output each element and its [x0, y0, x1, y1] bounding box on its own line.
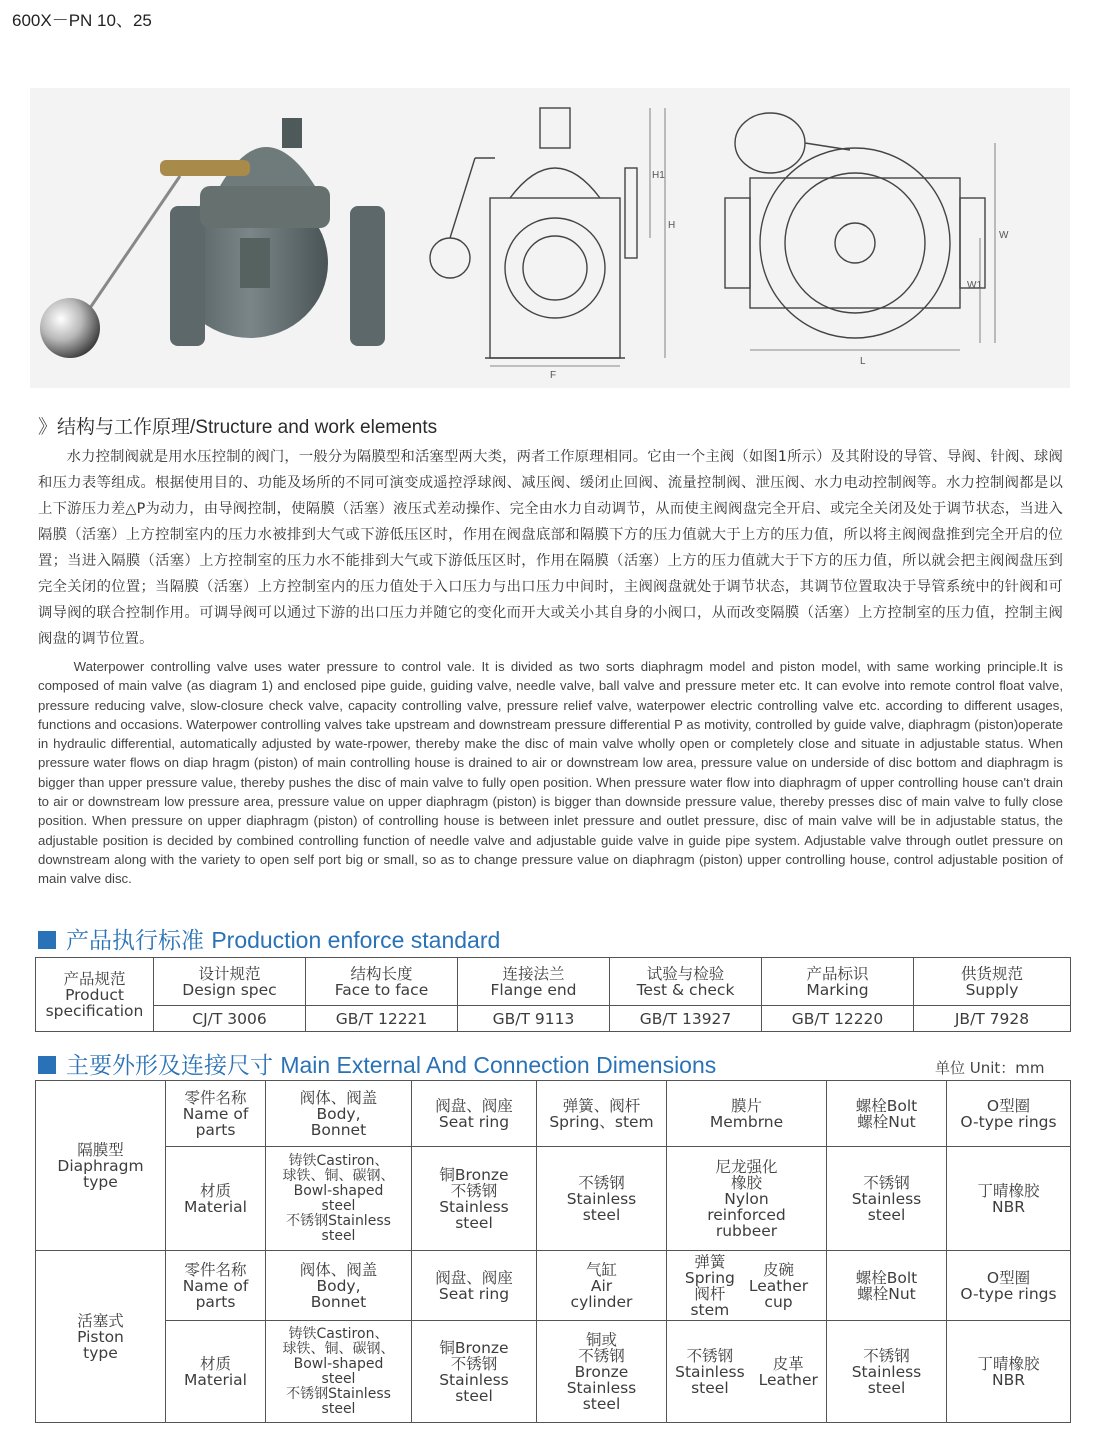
standard-value-cell: CJ/T 3006: [154, 1006, 306, 1032]
page-title: 600X－PN 10、25: [12, 11, 152, 30]
material-cell: 不锈钢 Stainless steel 皮革 Leather: [667, 1321, 827, 1423]
material-cell: 铸铁Castiron、 球铁、铜、碳钢、 Bowl-shaped steel 不锈钢Stainless steel: [266, 1321, 412, 1423]
dimensions-table: [35, 1080, 1071, 1423]
piston-type-cell: 活塞式 Piston type: [36, 1251, 166, 1423]
standard-header-cell: 连接法兰 Flange end: [458, 958, 610, 1006]
standard-header-cell: 试验与检验 Test & check: [610, 958, 762, 1006]
part-cell: 阀体、阀盖 Body, Bonnet: [266, 1081, 412, 1147]
standard-header-cell: 产品标识 Marking: [762, 958, 914, 1006]
section-structure-title-cn: 结构与工作原理: [57, 416, 191, 438]
part-cell: 阀盘、阀座 Seat ring: [412, 1081, 537, 1147]
valve-figures: [30, 88, 1070, 388]
material-cell: 尼龙强化 橡胶 Nylon reinforced rubbeer: [667, 1147, 827, 1251]
part-cell: 气缸 Air cylinder: [537, 1251, 667, 1321]
standard-value-cell: GB/T 9113: [458, 1006, 610, 1032]
section-structure-title-en: /Structure and work elements: [190, 417, 438, 438]
material-label-cell: 材质 Material: [166, 1147, 266, 1251]
unit-label: 单位 Unit：mm: [935, 1059, 1045, 1077]
material-cell: 铜或 不锈钢 Bronze Stainless steel: [537, 1321, 667, 1423]
material-cell: 不锈钢 Stainless steel: [537, 1147, 667, 1251]
dim-label-w: W: [999, 230, 1009, 241]
section-standard-heading: [38, 922, 500, 955]
dim-label-l: L: [860, 356, 866, 367]
part-cell: 弹簧、阀杆 Spring、stem: [537, 1081, 667, 1147]
part-cell: O型圈 O-type rings: [947, 1081, 1071, 1147]
part-cell: 螺栓Bolt 螺栓Nut: [827, 1251, 947, 1321]
part-cell: 阀体、阀盖 Body, Bonnet: [266, 1251, 412, 1321]
parts-label-cell: 零件名称 Name of parts: [166, 1251, 266, 1321]
part-cell: 螺栓Bolt 螺栓Nut: [827, 1081, 947, 1147]
structure-paragraph-cn: 水力控制阀就是用水压控制的阀门，一般分为隔膜型和活塞型两大类，两者工作原理相同。它由一个主阀（如图1所示）及其附设的导管、导阀、针阀、球阀和压力表等组成。根据使用目的、功能及场所的不同可演变成遥控浮球阀、减压阀、缓闭止回阀、流量控制阀、泄压阀、水力电动控制阀等。水力控制阀都是以上下游压力差△P为动力，由导阀控制，使隔膜（活塞）液压式差动操作、完全由水力自动调节，从而使主阀阀盘完全开启、或完全关闭及处于调节状态，当进入隔膜（活塞）上方控制室内的压力水被排到大气或下游低压区时，作用在阀盘底部和隔膜下方的压力值就大于上方的压力值，所以将主阀阀盘推到完全开启的位置；当进入隔膜（活塞）上方控制室的压力水不能排到大气或下游低压区时，作用在隔膜（活塞）上方的压力值就大于下方的压力值，所以就会把主阀阀盘压到完全关闭的位置；当隔膜（活塞）上方控制室内的压力值处于入口压力与出口压力中间时，主阀阀盘就处于调节状态，其调节位置取决于导管系统中的针阀和可调导阀的联合控制作用。可调导阀可以通过下游的出口压力并随它的变化而开大或关小其自身的小阀口，从而改变隔膜（活塞）上方控制室的压力值，控制主阀阀盘的调节位置。: [38, 449, 1063, 647]
valve-front-drawing: [720, 88, 1060, 388]
standard-header-cell: 供货规范 Supply: [914, 958, 1071, 1006]
dim-label-h1: H1: [652, 170, 665, 181]
section-dimensions-title-en: Main External And Connection Dimensions: [280, 1052, 717, 1078]
blue-square-icon: [38, 931, 56, 949]
parts-label-cell: 零件名称 Name of parts: [166, 1081, 266, 1147]
section-standard-title-en: Production enforce standard: [211, 927, 501, 953]
valve-photo: [30, 88, 400, 388]
section-structure-heading: [38, 412, 437, 439]
material-label-cell: 材质 Material: [166, 1321, 266, 1423]
dim-label-h: H: [668, 220, 676, 231]
material-cell: 铜Bronze 不锈钢 Stainless steel: [412, 1147, 537, 1251]
material-cell: 丁晴橡胶 NBR: [947, 1147, 1071, 1251]
material-cell: 铸铁Castiron、 球铁、铜、碳钢、 Bowl-shaped steel 不锈钢Stainless steel: [266, 1147, 412, 1251]
blue-square-icon: [38, 1056, 56, 1074]
standard-value-cell: GB/T 12220: [762, 1006, 914, 1032]
section-standard-title-cn: 产品执行标准: [66, 928, 204, 954]
valve-side-drawing: [400, 88, 700, 388]
standard-value-cell: JB/T 7928: [914, 1006, 1071, 1032]
material-cell: 不锈钢 Stainless steel: [827, 1147, 947, 1251]
standard-header-cell: 结构长度 Face to face: [306, 958, 458, 1006]
dim-label-w1: W1: [967, 280, 982, 291]
material-cell: 铜Bronze 不锈钢 Stainless steel: [412, 1321, 537, 1423]
material-cell: 丁晴橡胶 NBR: [947, 1321, 1071, 1423]
chevron-marker-icon: 》: [38, 416, 58, 438]
part-cell: O型圈 O-type rings: [947, 1251, 1071, 1321]
standard-table: [35, 957, 1071, 1032]
structure-paragraph-en: Waterpower controlling valve uses water pressure to control vale. It is divided as two sorts diaphragm model and piston model, with same working principle.It is composed of main valve (as diagram 1) and enclosed pipe guide, guiding valve, needle valve, ball valve and pressure meter etc. It can evolve into remote control float valve, pressure reducing valve, slow-closure check valve, capacity controlling valve, pressure relief valve, waterpower electric controlling valve etc. according to different usages, functions and occasions. Waterpower controlling valves take upstream and downstream pressure differential P as motivity, controlled by guide valve, diaphragm (piston)operate in hydraulic differential, automatically adjusted by wate-rpower, thereby make the disc of main valve wholly open or completely close and situate in adjustable status. When pressure water flows on diap hragm (piston) of main controlling house is drained to air or downstream low area, pressure value on underside of disc bottom and diaphragm is bigger than upper pressure value, thereby pushes the disc of main valve to fully open position. When pressure water flow into diaphragm of upper controlling house can't drain to air or downstream low pressure area, pressure value on upper diaphragm (piston) is bigger than downside pressure value, thereby presses disc of main valve to fully close position. When pressure on upper diaphragm (piston) of controlling house is between inlet pressure and outlet pressure, disc of main valve will be in adjustable status, the adjustable position is decided by combined controlling function of needle valve and adjustable guide valve in guide pipe system. Adjustable valve through outlet pressure on downstream along with the variety to open self port big or small, so as to change pressure value on diaphragm (piston) upper controlling house, control adjustable position of main valve disc.: [38, 659, 1063, 887]
part-cell: 弹簧 Spring 阀杆 stem 皮碗 Leather cup: [667, 1251, 827, 1321]
standard-value-cell: GB/T 12221: [306, 1006, 458, 1032]
part-cell: 膜片 Membrne: [667, 1081, 827, 1147]
section-dimensions-heading: [38, 1047, 716, 1080]
standard-first-col: 产品规范 Product specification: [36, 958, 154, 1032]
standard-header-cell: 设计规范 Design spec: [154, 958, 306, 1006]
dim-label-f: F: [550, 370, 557, 381]
part-cell: 阀盘、阀座 Seat ring: [412, 1251, 537, 1321]
section-dimensions-title-cn: 主要外形及连接尺寸: [66, 1053, 273, 1079]
diaphragm-type-cell: 隔膜型 Diaphragm type: [36, 1081, 166, 1251]
standard-value-cell: GB/T 13927: [610, 1006, 762, 1032]
material-cell: 不锈钢 Stainless steel: [827, 1321, 947, 1423]
